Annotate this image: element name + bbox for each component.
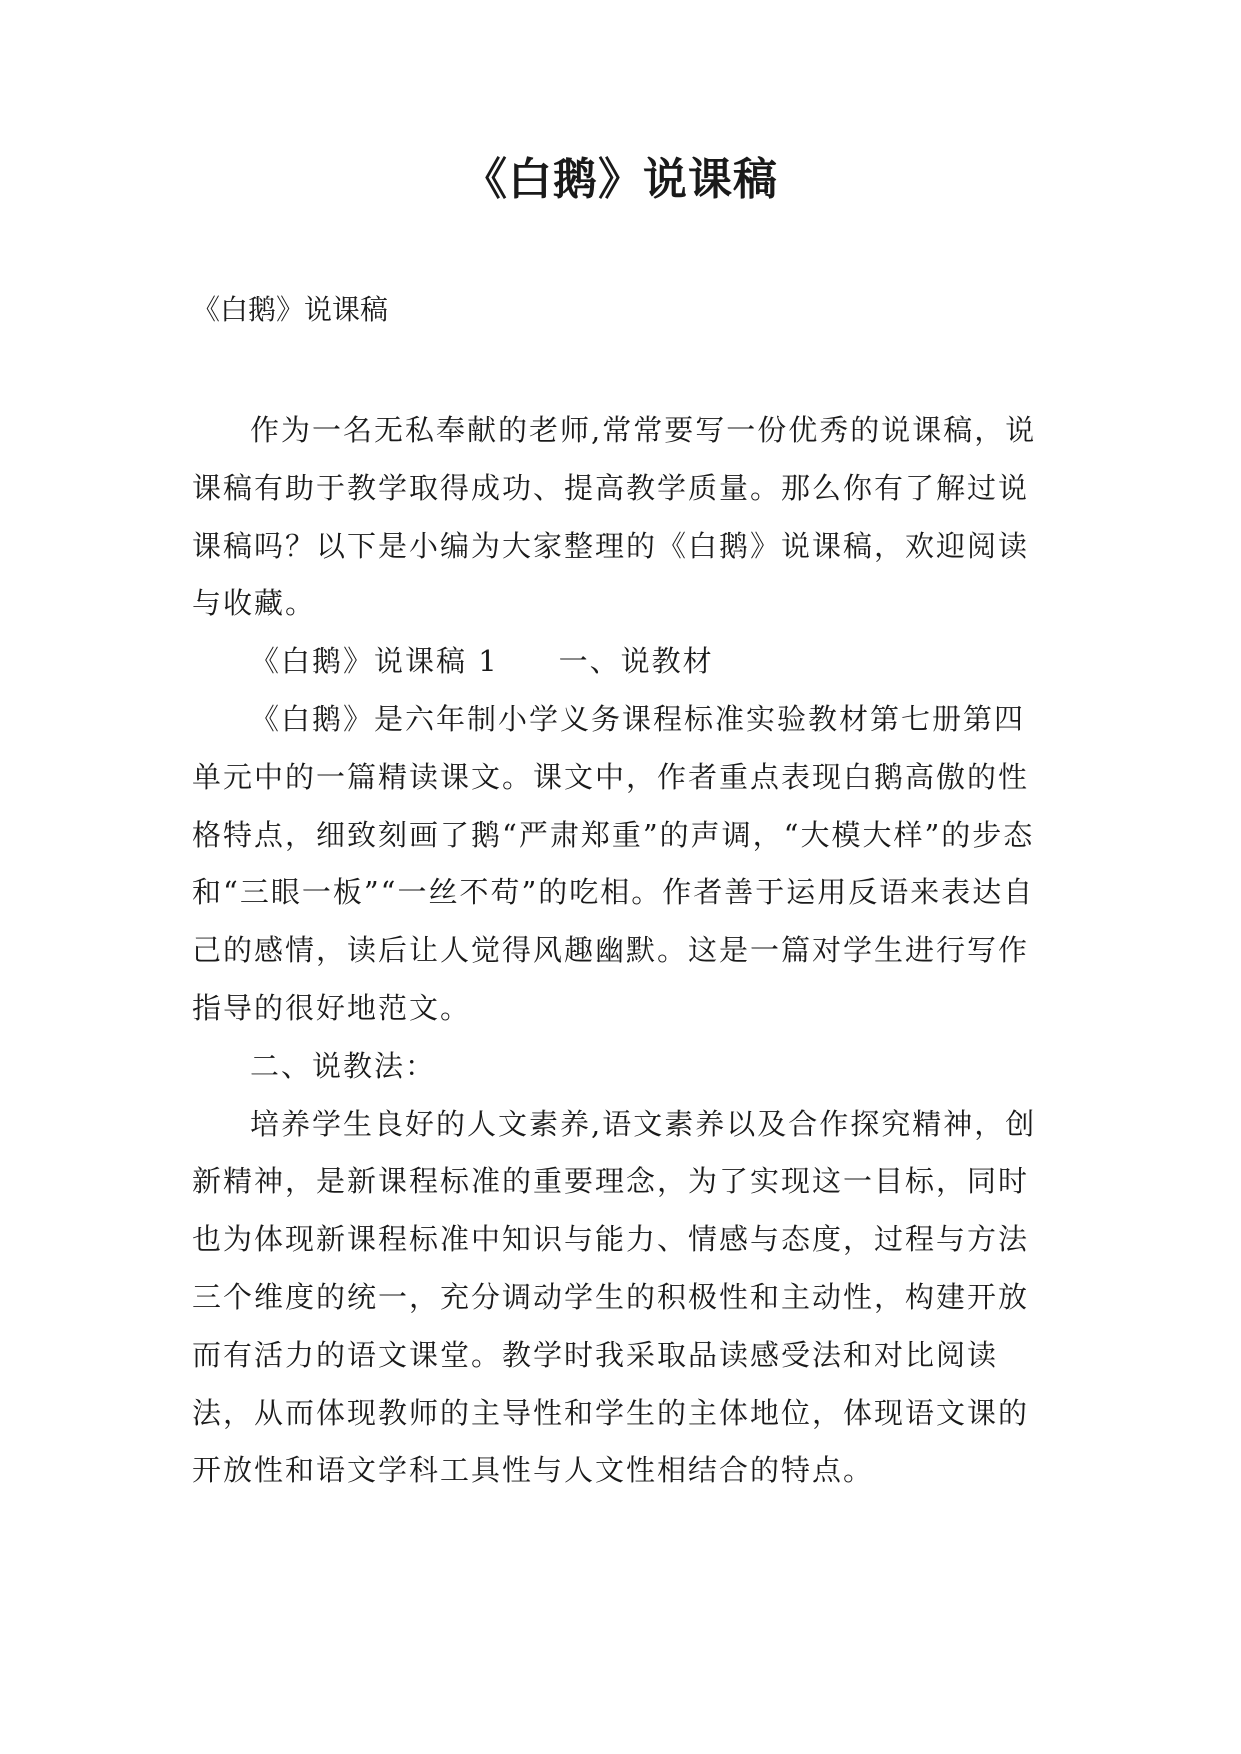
section1-heading bbox=[192, 633, 1052, 691]
section1-heading-title: 《白鹅》说课稿 1 bbox=[250, 644, 499, 679]
section1-heading-subtitle: 一、说教材 bbox=[558, 644, 714, 679]
document-subtitle: 《白鹅》说课稿 bbox=[192, 293, 389, 326]
document-body bbox=[192, 402, 1052, 1500]
section2-body-paragraph: 培养学生良好的人文素养,语文素养以及合作探究精神，创新精神，是新课程标准的重要理念，为了实现这一目标，同时也为体现新课程标准中知识与能力、情感与态度，过程与方法三个维度的统一，充分调动学生的积极性和主动性，构建开放而有活力的语文课堂。教学时我采取品读感受法和对比阅读法，从而体现教师的主导性和学生的主体地位，体现语文课的开放性和语文学科工具性与人文性相结合的特点。 bbox=[192, 1106, 1037, 1488]
section2-heading: 二、说教法： bbox=[250, 1048, 437, 1083]
section1-body-paragraph: 《白鹅》是六年制小学义务课程标准实验教材第七册第四单元中的一篇精读课文。课文中，作者重点表现白鹅高傲的性格特点，细致刻画了鹅“严肃郑重”的声调，“大模大样”的步态和“三眼一板”“一丝不苟”的吃相。作者善于运用反语来表达自己的感情，读后让人觉得风趣幽默。这是一篇对学生进行写作指导的很好地范文。 bbox=[192, 701, 1035, 1025]
document-title: 《白鹅》说课稿 bbox=[463, 154, 778, 205]
intro-paragraph: 作为一名无私奉献的老师,常常要写一份优秀的说课稿，说课稿有助于教学取得成功、提高教学质量。那么你有了解过说课稿吗？以下是小编为大家整理的《白鹅》说课稿，欢迎阅读与收藏。 bbox=[192, 413, 1037, 621]
